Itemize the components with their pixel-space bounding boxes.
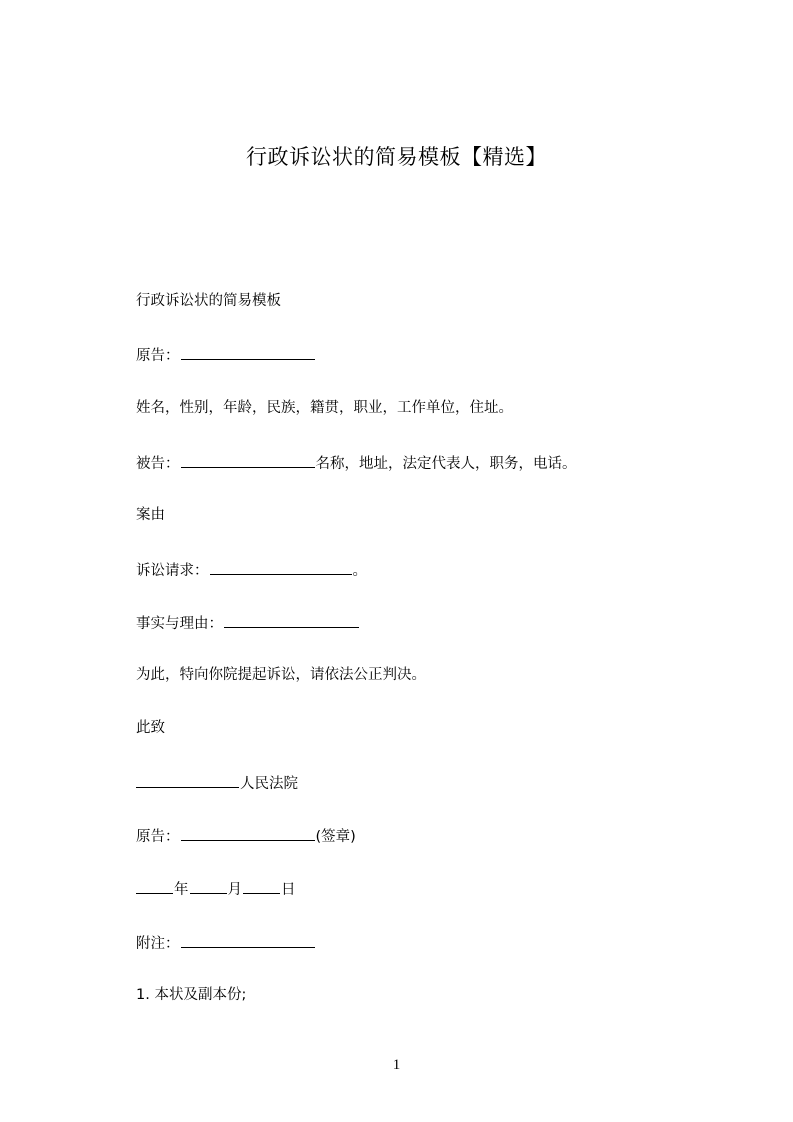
attachment-line [136, 932, 316, 954]
court-blank [136, 772, 239, 788]
request-text: 为此，特向你院提起诉讼，请依法公正判决。 [136, 667, 426, 683]
attachment-item: 1. 本状及副本份; [136, 987, 247, 1003]
document-title: 行政诉讼状的简易模板【精选】 [246, 145, 547, 169]
plaintiff-line [136, 344, 316, 366]
signature-line [136, 825, 356, 847]
plaintiff-blank [181, 344, 315, 360]
facts-blank [224, 612, 359, 628]
signature-suffix: (签章) [315, 829, 356, 845]
date-line [136, 878, 296, 900]
signature-label: 原告： [136, 829, 180, 845]
subtitle: 行政诉讼状的简易模板 [136, 293, 281, 309]
day-blank [243, 878, 280, 894]
date-year: 年 [174, 882, 189, 898]
date-day: 日 [281, 882, 296, 898]
year-blank [136, 878, 173, 894]
claims-line [136, 559, 367, 581]
page-number: 1 [392, 1057, 401, 1073]
attachment-blank [181, 932, 315, 948]
claims-end: 。 [352, 563, 367, 579]
date-month: 月 [227, 882, 242, 898]
court-suffix: 人民法院 [240, 776, 298, 792]
month-blank [190, 878, 227, 894]
plaintiff-label: 原告： [136, 348, 180, 364]
signature-blank [181, 825, 315, 841]
case-cause: 案由 [136, 507, 165, 523]
salutation: 此致 [136, 720, 165, 736]
claims-label: 诉讼请求： [136, 563, 209, 579]
plaintiff-info: 姓名，性别，年龄，民族，籍贯，职业，工作单位，住址。 [136, 400, 513, 416]
defendant-info: 名称，地址，法定代表人，职务，电话。 [315, 456, 577, 472]
defendant-blank [181, 452, 315, 468]
defendant-line [136, 452, 577, 474]
court-line [136, 772, 298, 794]
defendant-label: 被告： [136, 456, 180, 472]
facts-line [136, 612, 360, 634]
claims-blank [210, 559, 352, 575]
attachment-label: 附注： [136, 936, 180, 952]
facts-label: 事实与理由： [136, 616, 223, 632]
